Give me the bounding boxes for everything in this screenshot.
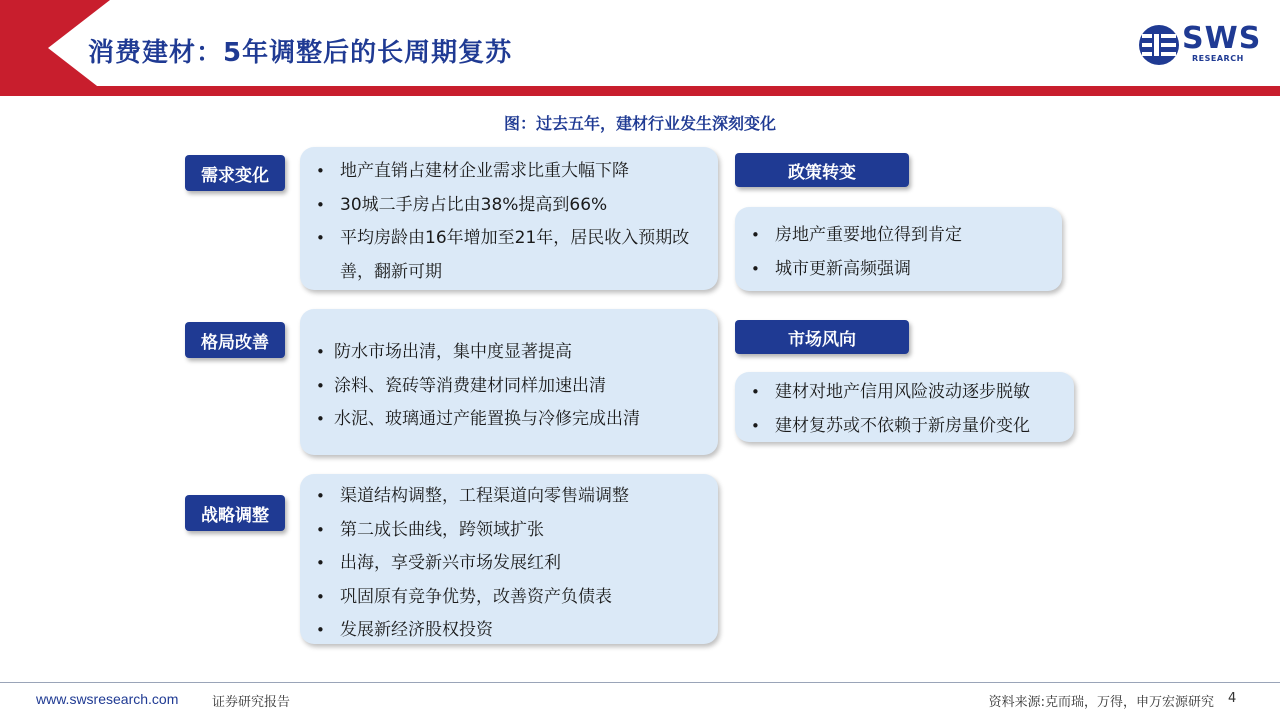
policy-shift-list [735, 219, 1062, 286]
market-trend-list [735, 376, 1074, 443]
page-title: 消费建材：5年调整后的长周期复苏 [88, 38, 513, 68]
list-item [300, 370, 718, 404]
demand-change-box [300, 147, 718, 290]
structure-improvement-box [300, 309, 718, 455]
logo-subtext: RESEARCH [1192, 54, 1244, 63]
policy-shift-box [735, 207, 1062, 291]
footer-divider [0, 682, 1280, 683]
tag-market-trend: 市场风向 [735, 320, 909, 354]
list-item [735, 410, 1074, 444]
list-item [735, 253, 1062, 287]
tag-strategy-adjustment: 战略调整 [185, 495, 285, 531]
sws-logo [1138, 21, 1262, 68]
list-item-text: 出海，享受新兴市场发展红利 [340, 553, 561, 573]
list-item [300, 189, 718, 223]
list-item [300, 480, 718, 514]
tag-structure-improvement: 格局改善 [185, 322, 285, 358]
list-item [300, 155, 718, 189]
list-item [300, 614, 718, 648]
list-item-text: 第二成长曲线，跨领域扩张 [340, 519, 544, 540]
list-item-text: 平均房龄由16年增加至21年，居民收入预期改善，翻新可期 [340, 228, 690, 282]
figure-caption: 图：过去五年，建材行业发生深刻变化 [503, 114, 776, 133]
list-item-text: 城市更新高频强调 [775, 258, 911, 279]
tag-demand-change: 需求变化 [185, 155, 285, 191]
structure-improvement-list [300, 336, 718, 437]
list-item [735, 376, 1074, 410]
list-item [300, 581, 718, 615]
list-item-text: 建材复苏或不依赖于新房量价变化 [775, 415, 1030, 436]
list-item-text: 30城二手房占比由38%提高到66% [340, 194, 608, 215]
strategy-adjustment-box [300, 474, 718, 644]
demand-change-list [300, 155, 718, 289]
strategy-adjustment-list [300, 480, 718, 648]
list-item-text: 涂料、瓷砖等消费建材同样加速出清 [334, 375, 606, 396]
list-item-text: 发展新经济股权投资 [340, 620, 493, 640]
tag-policy-shift: 政策转变 [735, 153, 909, 187]
list-item [300, 514, 718, 548]
list-item-text: 房地产重要地位得到肯定 [775, 225, 962, 245]
sws-logo-mark-icon [1138, 24, 1182, 66]
list-item [300, 222, 718, 289]
list-item-text: 建材对地产信用风险波动逐步脱敏 [775, 382, 1030, 402]
footer-data-source: 资料来源:克而瑞，万得，申万宏源研究 [988, 695, 1214, 710]
list-item [300, 403, 718, 437]
list-item [300, 547, 718, 581]
slide-header [0, 0, 1280, 96]
list-item-text: 水泥、玻璃通过产能置换与冷修完成出清 [334, 409, 640, 429]
page-number: 4 [1228, 691, 1237, 706]
footer-report-type: 证券研究报告 [212, 695, 291, 710]
list-item [735, 219, 1062, 253]
list-item-text: 渠道结构调整，工程渠道向零售端调整 [340, 486, 629, 506]
logo-text: SWS [1182, 21, 1262, 56]
list-item [300, 336, 718, 370]
footer-website-link[interactable]: www.swsresearch.com [36, 691, 179, 707]
market-trend-box [735, 372, 1074, 442]
list-item-text: 地产直销占建材企业需求比重大幅下降 [340, 161, 629, 181]
list-item-text: 防水市场出清，集中度显著提高 [334, 342, 572, 362]
list-item-text: 巩固原有竞争优势，改善资产负债表 [340, 586, 612, 607]
